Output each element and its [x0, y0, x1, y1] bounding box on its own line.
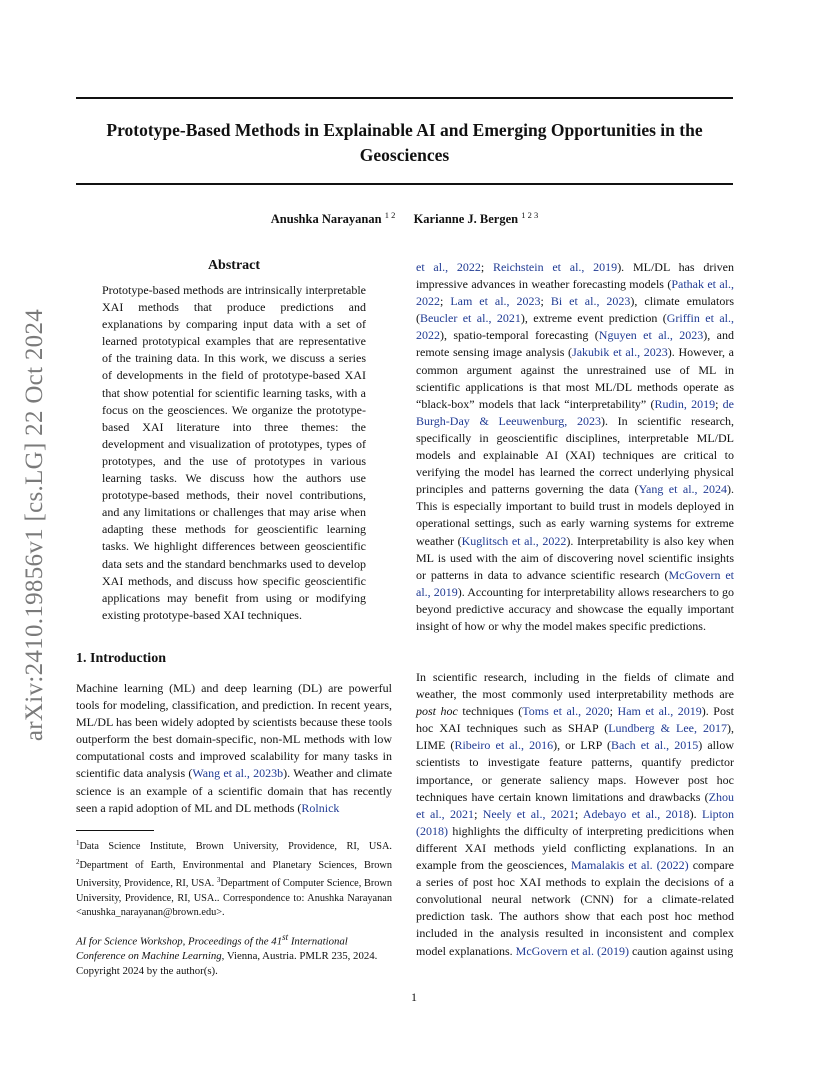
- citation-link[interactable]: de Burgh-Day & Leeuwenburg, 2023: [416, 396, 734, 428]
- author-list: [76, 210, 733, 227]
- paper-title: Prototype-Based Methods in Explainable AI and Emerging Opportunities in the Geosciences: [106, 120, 703, 165]
- citation-link[interactable]: Ham et al., 2019: [617, 704, 702, 719]
- citation-link[interactable]: Yang et al., 2024: [638, 482, 727, 497]
- abstract-heading: Abstract: [207, 258, 261, 273]
- arxiv-sidebar: [22, 290, 48, 760]
- right-column-paragraph-2: [416, 669, 734, 960]
- citation-link[interactable]: Rolnick: [301, 800, 340, 815]
- right-column-paragraph-1: [416, 259, 734, 635]
- citation-link[interactable]: Pathak et al., 2022: [416, 277, 734, 309]
- citation-link[interactable]: Bach et al., 2015: [610, 738, 699, 753]
- citation-link[interactable]: Griffin et al., 2022: [416, 311, 734, 343]
- citation-link[interactable]: Beucler et al., 2021: [420, 311, 521, 326]
- citation-link[interactable]: Mamalakis et al. (2022): [571, 858, 689, 873]
- citation-link[interactable]: Neely et al., 2021: [482, 806, 575, 821]
- citation-link[interactable]: McGovern et al. (2019): [515, 943, 629, 958]
- citation-link[interactable]: Zhou et al., 2021: [416, 789, 734, 821]
- citation-link[interactable]: et al., 2022: [416, 260, 481, 274]
- citation-link[interactable]: Rudin, 2019: [654, 396, 716, 411]
- citation-link[interactable]: Jakubik et al., 2023: [572, 345, 668, 360]
- introduction-body: [76, 680, 392, 817]
- title-rule-top: [76, 97, 733, 99]
- paragraph: Machine learning (ML) and deep learning (DL) are powerful tools for modeling, classification, and prediction. In recent years, ML/DL has been widely adopted by scientists because these tools outperform the best domain-specific, non-ML methods with low computational costs and improved scalability for many tasks in scientific data analysis (Wang et al., 2023b). Weather and climate science is an example of a scientific domain that has recently seen a rapid adoption of ML and DL methods (Rolnick: [76, 681, 393, 815]
- abstract-text: Prototype-based methods are intrinsically interpretable XAI methods that produce predictions and explanations by comparing input data with a set of learned prototypical examples that are representative of the training data. In this work, we discuss a series of developments in the field of prototype-based XAI that show potential for scientific learning tasks, with a focus on the geosciences. We organize the prototype-based XAI literature into three themes: the development and visualization of prototypes, types of prototypes, and the use of prototypes in various learning tasks. We discuss how the authors use prototype-based methods, their novel contributions, and any limitations or challenges that may arise when adapting these methods for geoscientific learning tasks. We highlight differences between geoscientific data sets and the standard benchmarks used to develop XAI methods, and discuss how specific geoscientific applications may benefit from using or modifying existing prototype-based XAI techniques.: [102, 283, 366, 622]
- arxiv-identifier: arXiv:2410.19856v1 [cs.LG] 22 Oct 2024: [21, 308, 49, 742]
- author-affiliation: 1 2 3: [521, 210, 539, 220]
- citation-link[interactable]: Ribeiro et al., 2016: [454, 738, 554, 753]
- footnote-divider: [76, 830, 154, 831]
- citation-link[interactable]: Wang et al., 2023b: [192, 766, 284, 781]
- venue-note: AI for Science Workshop, Proceedings of the 41st International Conference on Machine Learning, Vienna, Austria. PMLR 235, 2024. Copyright 2024 by the author(s).: [76, 932, 378, 978]
- introduction-heading: 1. Introduction: [76, 651, 166, 666]
- citation-link[interactable]: Adebayo et al., 2018: [582, 806, 690, 821]
- title-rule-bottom: [76, 183, 733, 185]
- page-number: 1: [411, 990, 417, 1004]
- citation-link[interactable]: Lundberg & Lee, 2017: [608, 721, 727, 736]
- citation-link[interactable]: Kuglitsch et al., 2022: [461, 533, 567, 548]
- citation-link[interactable]: Toms et al., 2020: [522, 704, 610, 719]
- author-name: Karianne J. Bergen: [413, 212, 519, 226]
- paragraph: In scientific research, including in the fields of climate and weather, the most commonly used interpretability methods are post hoc techniques (Toms et al., 2020; Ham et al., 2019). Post hoc XAI techniques such as SHAP (Lundberg & Lee, 2017), LIME (Ribeiro et al., 2016), or LRP (Bach et al., 2015) allow scientists to investigate feature patterns, quantify predictor importance, or generate saliency maps. However post hoc techniques have certain known limitations and drawbacks (Zhou et al., 2021; Neely et al., 2021; Adebayo et al., 2018). Lipton (2018) highlights the difficulty of interpreting predicitions when different XAI methods yield conflicting explanations. In an example from the geosciences, Mamalakis et al. (2022) compare a series of post hoc XAI methods to explain the decisions of a convolutional neural network (CNN) for a climate-related prediction task. The authors show that each post hoc method included in the analysis resulted in inconsistent and complex model explanations. McGovern et al. (2019) caution against using: [416, 670, 735, 958]
- paragraph: et al., 2022; Reichstein et al., 2019). ML/DL has driven impressive advances in weather forecasting models (Pathak et al., 2022; Lam et al., 2023; Bi et al., 2023), climate emulators (Beucler et al., 2021), extreme event prediction (Griffin et al., 2022), spatio-temporal forecasting (Nguyen et al., 2023), and remote sensing image analysis (Jakubik et al., 2023). However, a common argument against the unrestrained use of ML in scientific applications is that most ML/DL methods operate as “black-box” models that lack “interpretability” (Rudin, 2019; de Burgh-Day & Leeuwenburg, 2023). In scientific research, specifically in geoscientific disciplines, interpretable ML/DL models and explainable AI (XAI) techniques are critical to verifying the model has learned the correct underlying physical principles and patterns governing the data (Yang et al., 2024). This is especially important to build trust in models deployed in operational settings, such as early warning systems for extreme weather (Kuglitsch et al., 2022). Interpretability is also key when ML is used with the aim of discovering novel scientific insights or patterns in data to advance scientific research (McGovern et al., 2019). Accounting for interpretability allows researchers to go beyond predictive accuracy and showcase the equally important insight of how or why the model makes specific predictions.: [416, 260, 735, 633]
- citation-link[interactable]: Reichstein et al., 2019: [492, 260, 618, 274]
- citation-link[interactable]: McGovern et al., 2019: [416, 567, 734, 599]
- citation-link[interactable]: Lam et al., 2023: [450, 294, 541, 309]
- citation-link[interactable]: Bi et al., 2023: [550, 294, 631, 309]
- author-name: Anushka Narayanan: [270, 212, 382, 226]
- affiliation-footnotes: $^1$Data Science Institute, Brown University, Providence, RI, USA. $^2$Department of Earth, Environmental and Planetary Sciences, Brown University, Providence, RI, USA. $^3$Department of Computer Science, Brown University, Providence, RI, USA.. Correspondence to: Anushka Narayanan <anushka_narayanan@brown.edu>.: [76, 839, 392, 919]
- author-affiliation: 1 2: [384, 210, 396, 220]
- citation-link[interactable]: Nguyen et al., 2023: [598, 328, 704, 343]
- citation-link[interactable]: Lipton (2018): [416, 806, 735, 838]
